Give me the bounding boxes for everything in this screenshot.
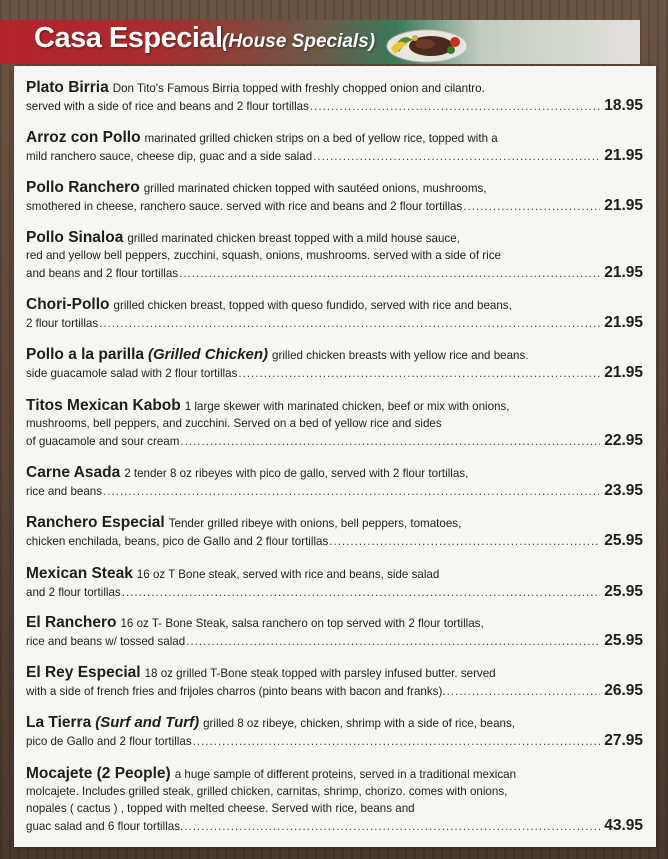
item-price: 43.95 xyxy=(604,817,643,834)
item-description: 16 oz T Bone steak, served with rice and beans, side salad xyxy=(136,568,440,581)
item-description: and 2 flour tortillas xyxy=(26,586,121,599)
section-subtitle: (House Specials) xyxy=(222,31,376,52)
item-description: grilled marinated chicken breast topped with a mild house sauce, xyxy=(127,232,460,245)
item-description: guac salad and 6 flour tortillas. xyxy=(26,820,184,833)
food-plate-image xyxy=(385,24,469,64)
menu-item xyxy=(26,229,646,282)
item-name: Carne Asada xyxy=(26,464,121,481)
item-description: 1 large skewer with marinated chicken, beef or mix with onions, xyxy=(184,400,510,413)
item-description: nopales ( cactus ) , topped with melted cheese. Served with rice, beans and xyxy=(26,802,415,815)
item-description: 2 tender 8 oz ribeyes with pico de gallo, served with 2 flour tortillas, xyxy=(124,467,469,480)
menu-item xyxy=(26,714,646,750)
item-name: Pollo Ranchero xyxy=(26,179,140,196)
item-name: Plato Birria xyxy=(26,79,109,96)
item-price: 25.95 xyxy=(604,583,643,600)
menu-item xyxy=(26,179,646,215)
item-name: Titos Mexican Kabob xyxy=(26,397,181,414)
item-price: 27.95 xyxy=(604,732,643,749)
item-name: Arroz con Pollo xyxy=(26,129,141,146)
item-price: 18.95 xyxy=(604,97,643,114)
menu-item xyxy=(26,765,646,835)
item-name: Mexican Steak xyxy=(26,565,133,582)
item-description: chicken enchilada, beans, pico de Gallo and 2 flour tortillas xyxy=(26,535,329,548)
item-description: and beans and 2 flour tortillas xyxy=(26,267,179,280)
item-description: rice and beans xyxy=(26,485,103,498)
item-description: pico de Gallo and 2 flour tortillas xyxy=(26,735,192,748)
item-name: Mocajete (2 People) xyxy=(26,765,171,782)
item-description: 2 flour tortillas xyxy=(26,317,99,330)
item-price: 25.95 xyxy=(604,632,643,649)
item-description: a huge sample of different proteins, served in a traditional mexican xyxy=(174,768,517,781)
item-name-note: (Grilled Chicken) xyxy=(148,346,269,363)
item-description: smothered in cheese, ranchero sauce. served with rice and beans and 2 flour tortillas xyxy=(26,200,463,213)
menu-item xyxy=(26,79,646,115)
item-description: marinated grilled chicken strips on a bed of yellow rice, topped with a xyxy=(144,132,498,145)
menu-item xyxy=(26,397,646,450)
menu-item xyxy=(26,346,646,382)
item-description: Don Tito's Famous Birria topped with freshly chopped onion and cilantro. xyxy=(112,82,485,95)
item-price: 26.95 xyxy=(604,682,643,699)
item-price: 22.95 xyxy=(604,432,643,449)
item-description: mild ranchero sauce, cheese dip, guac and a side salad xyxy=(26,150,313,163)
item-name-note: (Surf and Turf) xyxy=(95,714,200,731)
section-title: Casa Especial xyxy=(34,22,223,54)
item-description: with a side of french fries and frijoles charros (pinto beans with bacon and franks). xyxy=(26,685,446,698)
item-price: 21.95 xyxy=(604,364,643,381)
menu-item xyxy=(26,464,646,500)
item-description: grilled marinated chicken topped with sautéed onions, mushrooms, xyxy=(143,182,487,195)
item-name: El Rey Especial xyxy=(26,664,141,681)
item-price: 21.95 xyxy=(604,147,643,164)
item-description: mushrooms, bell peppers, and zucchini. Served on a bed of yellow rice and sides xyxy=(26,417,442,430)
item-price: 21.95 xyxy=(604,314,643,331)
menu-item xyxy=(26,514,646,550)
item-name: Pollo Sinaloa xyxy=(26,229,124,246)
item-description: grilled chicken breast, topped with queso fundido, served with rice and beans, xyxy=(113,299,512,312)
item-description: Tender grilled ribeye with onions, bell peppers, tomatoes, xyxy=(168,517,462,530)
item-name: Pollo a la parilla xyxy=(26,346,145,363)
item-description: 18 oz grilled T-Bone steak topped with parsley infused butter. served xyxy=(144,667,496,680)
item-description: of guacamole and sour cream xyxy=(26,435,180,448)
item-price: 21.95 xyxy=(604,264,643,281)
item-description: red and yellow bell peppers, zucchini, squash, onions, mushrooms. served with a side of rice xyxy=(26,249,501,262)
item-name: Chori-Pollo xyxy=(26,296,110,313)
item-description: grilled 8 oz ribeye, chicken, shrimp with a side of rice, beans, xyxy=(203,717,515,730)
item-name: El Ranchero xyxy=(26,614,117,631)
menu-item xyxy=(26,565,646,601)
menu-item xyxy=(26,614,646,650)
menu-item xyxy=(26,664,646,700)
menu-item xyxy=(26,129,646,165)
item-name: Ranchero Especial xyxy=(26,514,165,531)
item-price: 21.95 xyxy=(604,197,643,214)
item-price: 25.95 xyxy=(604,532,643,549)
item-name: La Tierra xyxy=(26,714,92,731)
menu-item xyxy=(26,296,646,332)
item-description: 16 oz T- Bone Steak, salsa ranchero on top served with 2 flour tortillas, xyxy=(120,617,484,630)
item-description: served with a side of rice and beans and 2 flour tortillas xyxy=(26,100,309,113)
item-description: molcajete. Includes grilled steak, grilled chicken, carnitas, shrimp, chorizo. comes with onions, xyxy=(26,785,508,798)
item-description: side guacamole salad with 2 flour tortillas xyxy=(26,367,238,380)
item-description: rice and beans w/ tossed salad xyxy=(26,635,186,648)
item-price: 23.95 xyxy=(604,482,643,499)
item-description: grilled chicken breasts with yellow rice and beans. xyxy=(272,349,529,362)
